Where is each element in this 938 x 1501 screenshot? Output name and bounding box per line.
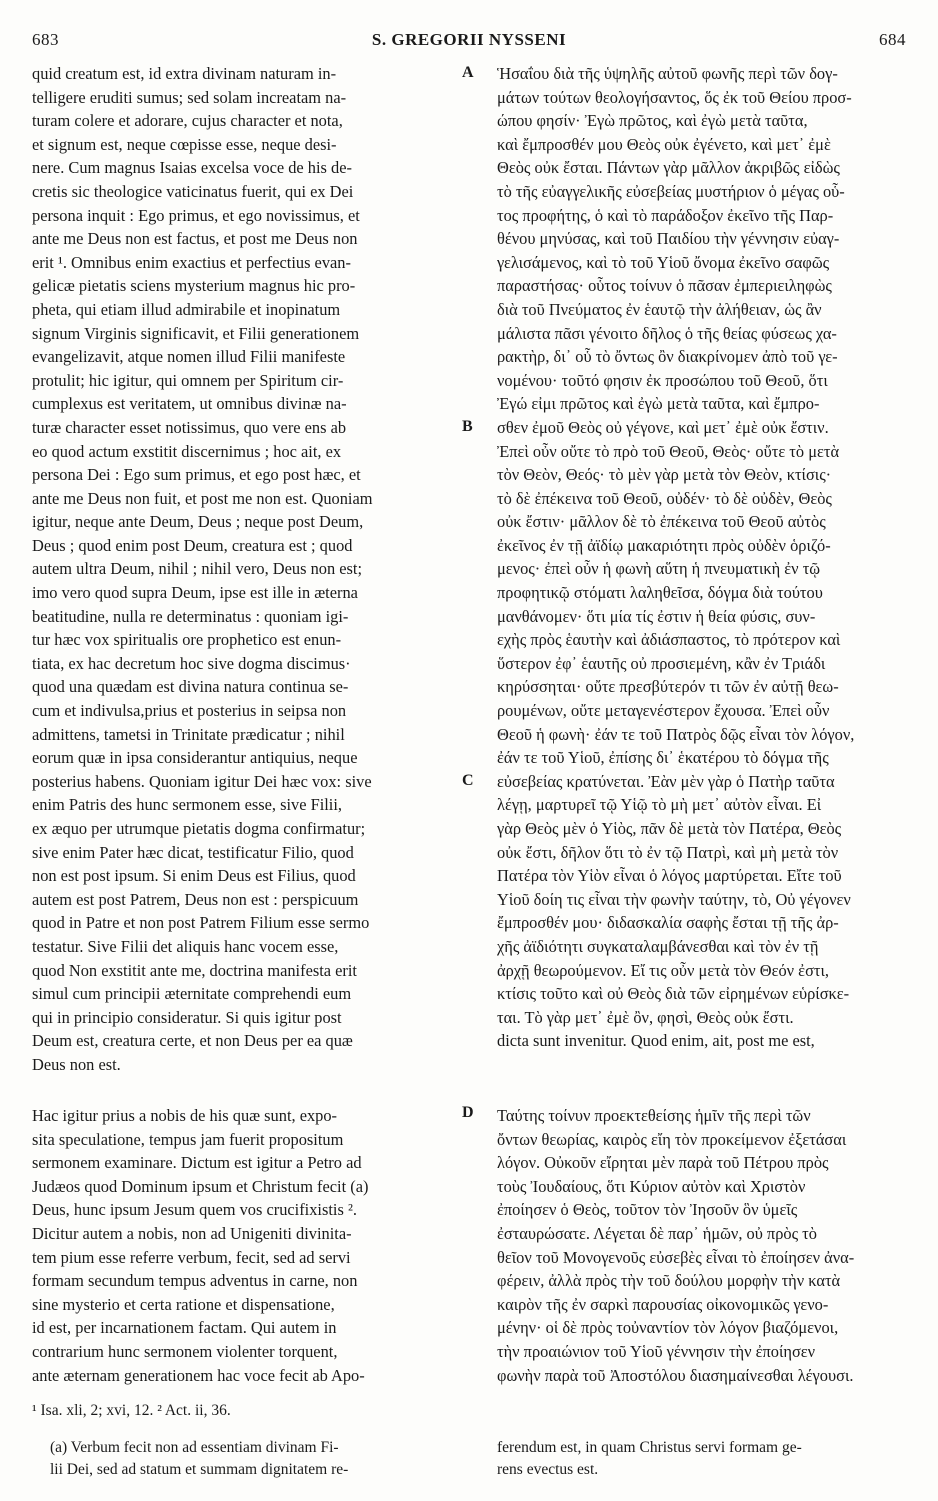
footnote-line: ferendum est, in quam Christus servi formam ge-	[497, 1439, 802, 1456]
text-line: χῆς ἀϊδιότητι συγκαταλαμβάνεσθαι καὶ τὸν ἐν τῇ	[497, 936, 819, 956]
text-line: sita speculatione, tempus jam fuerit propositum	[32, 1129, 344, 1149]
text-line: εχὴς πρὸς ἑαυτὴν καὶ ἀδιάσπαστος, τὸ πρότερον καὶ	[497, 630, 841, 650]
text-line: φέρειν, ἀλλὰ πρὸς τὴν τοῦ δούλου μορφὴν τὴν κατὰ	[497, 1271, 841, 1291]
text-line: sermonem examinare. Dictum est igitur a Petro ad	[32, 1153, 362, 1173]
text-line: ἐποίησεν ὁ Θεὸς, τοῦτον τὸν Ἰησοῦν ὃν ὑμεῖς	[497, 1200, 798, 1220]
text-line: tiata, ex hac decretum hoc sive dogma discimus·	[32, 653, 351, 673]
text-line: θένου μηνύσας, καὶ τοῦ Παιδίου τὴν γέννησιν εὐαγ-	[497, 229, 840, 249]
text-line: ante me Deus non fuit, et post me non est. Quoniam	[32, 488, 373, 508]
footnote-references: ¹ Isa. xli, 2; xvi, 12. ² Act. ii, 36.	[32, 1402, 231, 1419]
text-line: tur hæc vox spiritualis ore prophetico est enun-	[32, 630, 342, 650]
greek-column-top	[497, 62, 912, 1053]
text-line: eorum quæ in ipsa considerantur antiquius, neque	[32, 748, 358, 768]
text-line: admittens, tametsi in Trinitate prædicatur ; nihil	[32, 724, 345, 744]
text-line: Deum est, creatura certe, et non Deus per ea quæ	[32, 1031, 353, 1051]
text-line: quod Non exstitit ante me, doctrina manifesta erit	[32, 960, 357, 980]
text-line: νομένου· τοῦτό φησιν ἐκ προσώπου τοῦ Θεοῦ, ὅτι	[497, 370, 828, 390]
text-line: evangelizavit, atque nomen illud Filii manifeste	[32, 347, 346, 367]
text-line: sive enim Pater hæc dicat, testificatur Filio, quod	[32, 842, 354, 862]
text-line: persona Dei : Ego sum primus, et ego post hæc, et	[32, 465, 361, 485]
text-line: contrarium hunc sermonem violenter torquent,	[32, 1341, 338, 1361]
text-line: κηρύσσηται· οὔτε πρεσβύτερόν τι τῶν ἐν αὐτῇ θεω-	[497, 677, 839, 697]
text-line: Ἐγώ εἰμι πρῶτος καὶ ἐγὼ μετὰ ταῦτα, καὶ ἔμπρο-	[497, 394, 820, 414]
greek-column-bottom	[497, 1104, 912, 1387]
text-line: turæ character esset notissimus, quo vere ens ab	[32, 417, 347, 437]
text-line: igitur, neque ante Deum, Deus ; neque post Deum,	[32, 512, 364, 532]
text-line: μανθάνομεν· ὅτι μία τίς ἐστιν ἡ θεία φύσις, συν-	[497, 606, 816, 626]
latin-column-top	[32, 62, 462, 1077]
text-line: nere. Cum magnus Isaias excelsa voce de his de-	[32, 158, 352, 178]
footnote-line: lii Dei, sed ad statum et summam dignitatem re-	[50, 1461, 349, 1478]
text-line: turam colere et adorare, cujus character et nota,	[32, 111, 343, 131]
text-line: Θεοῦ ἡ φωνὴ· ἐάν τε τοῦ Πατρὸς δῷς εἶναι τὸν λόγον,	[497, 724, 855, 744]
page-number-right: 684	[879, 30, 906, 49]
text-line: imo vero quod supra Deum, ipse est ille in æterna	[32, 583, 358, 603]
text-line: τὸν Θεὸν, Θεός· τὸ μὲν γὰρ μετὰ τὸν Θεὸν, κτίσις·	[497, 465, 832, 485]
text-line: λόγον. Οὐκοῦν εἴρηται μὲν παρὰ τοῦ Πέτρου πρὸς	[497, 1153, 829, 1173]
text-line: μενος· ἐπεὶ οὖν ἡ φωνὴ αὕτη ἡ πνευματικὴ ἐν τῷ	[497, 559, 821, 579]
text-line: Θεὸς οὐκ ἔσται. Πάντων γὰρ μᾶλλον ἀκριβῶς εἰδὼς	[497, 158, 840, 178]
text-line: ώπου φησίν· Ἐγὼ πρῶτος, καὶ ἐγὼ μετὰ ταῦτα,	[497, 111, 808, 131]
text-line: ρακτὴρ, δι᾽ οὗ τὸ ὄντως ὂν διακρίνομεν ἀπὸ τοῦ γε-	[497, 347, 838, 367]
text-line: καὶ ἔμπροσθέν μου Θεὸς οὐκ ἐγένετο, καὶ μετ᾽ ἐμὲ	[497, 134, 831, 154]
margin-marker-d: D	[462, 1104, 474, 1121]
text-line: Ταύτης τοίνυν προεκτεθείσης ἡμῖν τῆς περὶ τῶν	[497, 1106, 811, 1125]
text-line: cum et indivulsa,prius et posterius in seipsa non	[32, 701, 347, 721]
text-line: pheta, qui etiam illud admirabile et inopinatum	[32, 299, 341, 319]
text-line: Ἡσαΐου διὰ τῆς ὑψηλῆς αὐτοῦ φωνῆς περὶ τῶν δογ-	[497, 64, 838, 83]
text-line: Dicitur autem a nobis, non ad Unigeniti divinita-	[32, 1223, 352, 1243]
footnote-line: (a) Verbum fecit non ad essentiam divinam Fi-	[50, 1439, 339, 1456]
text-line: Deus, hunc ipsum Jesum quem vos crucifixistis ².	[32, 1200, 357, 1220]
text-line: τὸ τῆς εὐαγγελικῆς εὐσεβείας μυστήριον ὁ μέγας οὗ-	[497, 181, 845, 201]
text-line: τὸ δὲ ἐπέκεινα τοῦ Θεοῦ, οὐδέν· τὸ δὲ οὐδὲν, Θεὸς	[497, 488, 832, 508]
text-line: ὕστερον ἐφ᾽ ἑαυτῆς οὐ προσιεμένη, κἂν ἐν Τριάδι	[497, 653, 826, 673]
text-line: beatitudine, nulla re determinatus : quoniam igi-	[32, 606, 349, 626]
text-line: Deus ; quod enim post Deum, creatura est ; quod	[32, 535, 353, 555]
text-line: λέγῃ, μαρτυρεῖ τῷ Υἱῷ τὸ μὴ μετ᾽ αὐτὸν εἶναι. Εἰ	[497, 795, 822, 815]
margin-marker-a: A	[462, 64, 474, 81]
text-line: telligere eruditi sumus; sed solam increatam na-	[32, 87, 347, 107]
text-line: θεῖον τοῦ Μονογενοῦς εὐσεβὲς εἶναι τὸ ἐποίησεν ἀνα-	[497, 1247, 855, 1267]
text-line: quid creatum est, id extra divinam naturam in-	[32, 64, 337, 83]
text-line: ex æquo per utrumque pietatis dogma confirmatur;	[32, 819, 366, 838]
margin-marker-b: B	[462, 418, 473, 435]
text-line: τος προφήτης, ὁ καὶ τὸ παράδοξον ἐκεῖνο τῆς Παρ-	[497, 205, 834, 225]
text-line: Πατέρα τὸν Υἱὸν εἶναι ὁ λόγος μαρτύρεται. Εἴτε τοῦ	[497, 866, 842, 886]
text-line: γελισάμενος, καὶ τὸ τοῦ Υἱοῦ ὄνομα ἐκεῖνο σαφῶς	[497, 252, 830, 272]
text-line: persona inquit : Ego primus, et ego novissimus, et	[32, 205, 360, 225]
text-line: autem est post Patrem, Deus non est : perspicuum	[32, 889, 359, 909]
text-line: cretis sic theologice vaticinatus fuerit, qui ex Dei	[32, 181, 354, 201]
text-line: formam secundum tempus adventus in carne, non	[32, 1271, 358, 1291]
text-line: μένην· οἱ δὲ πρὸς τοὐναντίον τὸν λόγον βιαζόμενοι,	[497, 1318, 839, 1338]
text-line: Hac igitur prius a nobis de his quæ sunt, expo-	[32, 1106, 338, 1125]
text-line: προφητικῷ στόματι λαληθεῖσα, δόγμα διὰ τούτου	[497, 583, 823, 603]
text-line: ante me Deus non est factus, et post me Deus non	[32, 229, 358, 249]
text-line: Ἐπεὶ οὖν οὔτε τὸ πρὸ τοῦ Θεοῦ, Θεὸς· οὔτε τὸ μετὰ	[497, 441, 840, 461]
footnote-a-latin	[50, 1437, 470, 1481]
text-line: eo quod actum exstitit discernimus ; hoc ait, ex	[32, 441, 342, 461]
text-line: σθεν ἐμοῦ Θεὸς οὐ γέγονε, καὶ μετ᾽ ἐμὲ οὐκ ἔστιν.	[497, 417, 829, 437]
running-title: S. GREGORII NYSSENI	[371, 30, 567, 49]
text-line: enim Patris des hunc sermonem esse, sive Filii,	[32, 795, 343, 815]
text-line: simul cum principii æternitate comprehendi eum	[32, 984, 352, 1004]
text-line: κτίσις τοῦτο καὶ οὐ Θεὸς διὰ τῶν εἰρημένων εὑρίσκε-	[497, 984, 850, 1004]
text-line: sine mysterio et certa ratione et dispensatione,	[32, 1294, 335, 1314]
text-line: ἀρχῇ θεωρούμενον. Εἴ τις οὖν μετὰ τὸν Θεόν ἐστι,	[497, 960, 829, 980]
text-line: φωνὴν παρὰ τοῦ Ἀποστόλου διασημαίνεσθαι λέγουσι.	[497, 1365, 854, 1385]
text-line: quod una quædam est divina natura continua se-	[32, 677, 349, 697]
text-line: οὐκ ἔστι, δῆλον ὅτι τὸ ἐν τῷ Πατρὶ, καὶ μὴ μετὰ τὸν	[497, 842, 839, 862]
text-line: μάλιστα πᾶσι γένοιτο δῆλος ὁ τῆς θείας φύσεως χα-	[497, 323, 837, 343]
text-line: ἐκεῖνος ἐν τῇ ἀϊδίῳ μακαριότητι πρὸς οὐδὲν ὁριζό-	[497, 535, 831, 555]
text-line: Judæos quod Dominum ipsum et Christum fecit (a)	[32, 1176, 369, 1196]
text-line: ται. Τὸ γὰρ μετ᾽ ἐμὲ ὂν, φησὶ, Θεὸς οὐκ ἔστι.	[497, 1007, 794, 1027]
text-line: ante æternam generationem hac voce fecit ab Apo-	[32, 1365, 365, 1385]
text-line: signum Virginis significavit, et Filii generationem	[32, 323, 360, 343]
latin-column-bottom	[32, 1104, 462, 1387]
text-line: τὴν προαιώνιον τοῦ Υἱοῦ γέννησιν τὴν ἐποίησεν	[497, 1341, 816, 1361]
page-number-left: 683	[32, 30, 59, 49]
footnote-line: rens evectus est.	[497, 1461, 599, 1478]
text-line: et signum est, neque cœpisse esse, neque desi-	[32, 134, 337, 154]
text-line: cumplexus est veritatem, ut omnibus divinæ na-	[32, 394, 347, 414]
text-line: παραστήσας· οὗτος τοίνυν ὁ πᾶσαν ἐμπεριειληφὼς	[497, 276, 832, 296]
text-line: autem ultra Deum, nihil ; nihil vero, Deus non est;	[32, 559, 363, 579]
text-line: ἔμπροσθέν μου· διδασκαλία σαφὴς ἔσται τῇ τῆς ἀρ-	[497, 913, 839, 933]
text-line: id est, per incarnationem factam. Qui autem in	[32, 1318, 337, 1338]
text-line: dicta sunt invenitur. Quod enim, ait, post me est,	[497, 1031, 815, 1051]
text-line: ἐσταυρώσατε. Λέγεται δὲ παρ᾽ ἡμῶν, οὐ πρὸς τὸ	[497, 1223, 817, 1243]
text-line: tem pium esse referre verbum, fecit, sed ad servi	[32, 1247, 351, 1267]
text-line: gelicæ pietatis sciens mysterium magnus hic pro-	[32, 276, 356, 296]
text-line: τοὺς Ἰουδαίους, ὅτι Κύριον αὐτὸν καὶ Χριστὸν	[497, 1176, 806, 1196]
text-line: ἐάν τε τοῦ Υἱοῦ, ἐπίσης δι᾽ ἑκατέρου τὸ δόγμα τῆς	[497, 748, 829, 768]
text-line: qui in principio consideratur. Si quis igitur post	[32, 1007, 342, 1027]
text-line: testatur. Sive Filii det aliquis hanc vocem esse,	[32, 936, 339, 956]
text-line: διὰ τοῦ Πνεύματος ἐν ἑαυτῷ τὴν ἀλήθειαν, ὡς ἂν	[497, 299, 822, 319]
text-line: εὐσεβείας κρατύνεται. Ἐὰν μὲν γὰρ ὁ Πατὴρ ταῦτα	[497, 771, 835, 791]
text-line: οὐκ ἔστιν· μᾶλλον δὲ τὸ ἐπέκεινα τοῦ Θεοῦ αὐτὸς	[497, 512, 826, 532]
text-line: erit ¹. Omnibus enim exactius et perfectius evan-	[32, 252, 351, 272]
text-line: Deus non est.	[32, 1054, 121, 1074]
text-line: καιρὸν τῆς ἐν σαρκὶ παρουσίας οἰκονομικῶς γενο-	[497, 1294, 829, 1314]
footnote-a-continued	[497, 1437, 912, 1481]
text-line: non est post ipsum. Si enim Deus est Filius, quod	[32, 866, 356, 886]
text-line: ὄντων θεωρίας, καιρὸς εἴη τὸν προκείμενον ἐξετάσαι	[497, 1129, 847, 1149]
text-line: quod in Patre et non post Patrem Filium esse sermo	[32, 913, 370, 933]
text-line: posterius habens. Quoniam igitur Dei hæc vox: sive	[32, 771, 372, 791]
text-line: ρουμένων, οὔτε μεταγενέστερον ἔχουσα. Ἐπεὶ οὖν	[497, 701, 830, 721]
text-line: protulit; hic igitur, qui omnem per Spiritum cir-	[32, 370, 344, 390]
text-line: μάτων τούτων θεολογήσαντος, ὅς ἐκ τοῦ Θείου προσ-	[497, 87, 852, 107]
text-line: Υἱοῦ δοίη τις εἶναι τὴν φωνὴν ταύτην, τὸ, Οὐ γέγονεν	[497, 889, 851, 909]
text-line: γὰρ Θεὸς μὲν ὁ Υἱὸς, πᾶν δὲ μετὰ τὸν Πατέρα, Θεὸς	[497, 819, 842, 838]
margin-marker-c: C	[462, 772, 474, 789]
